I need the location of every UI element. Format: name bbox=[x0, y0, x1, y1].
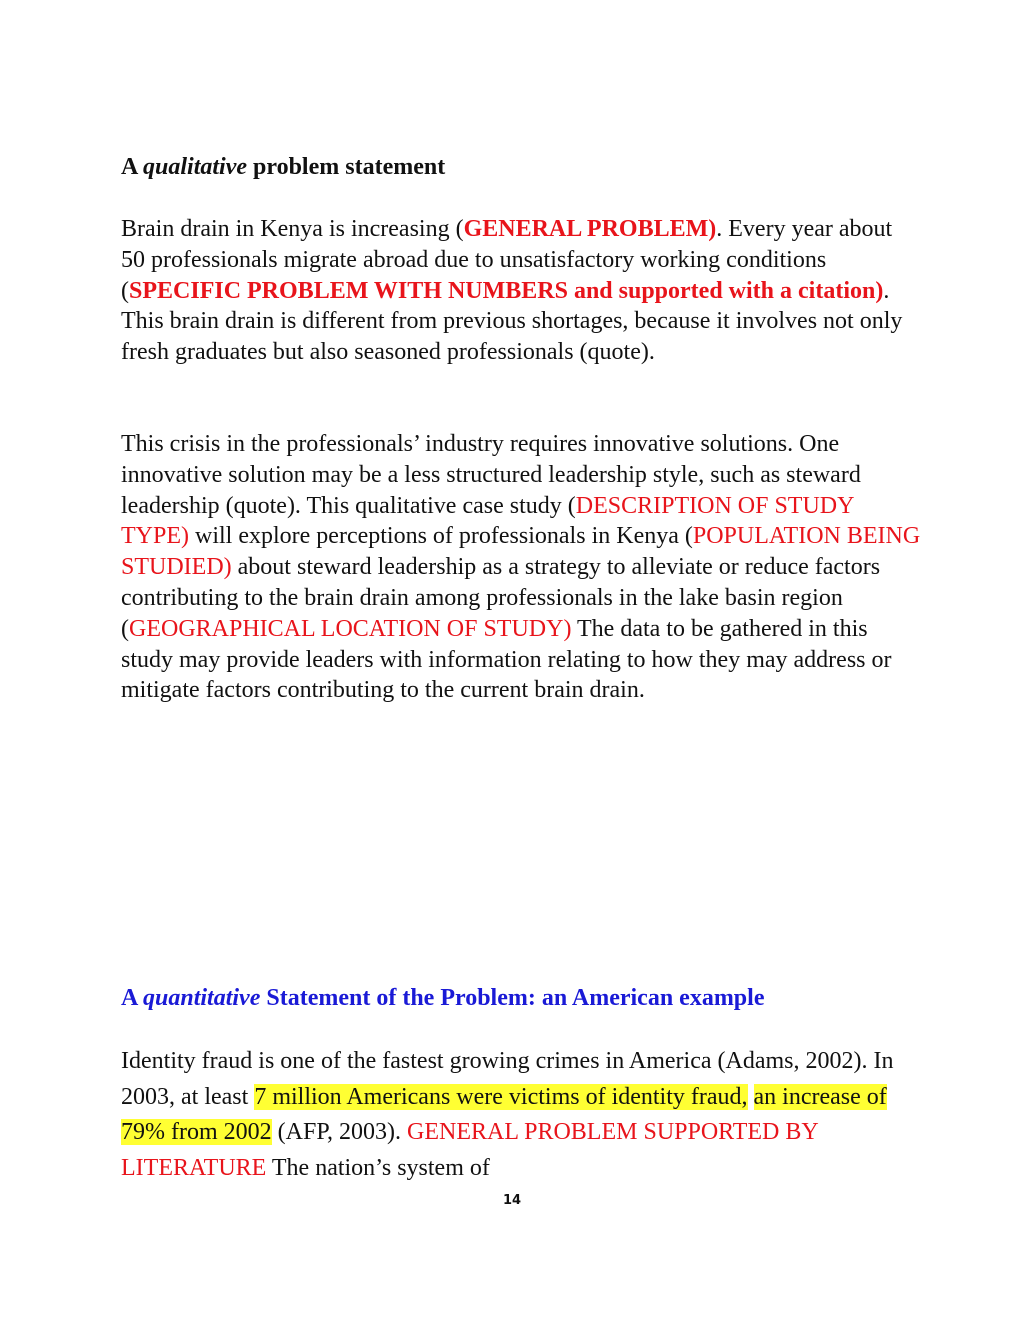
study-type-label: DESCRIPTION OF STUDY TYPE) bbox=[121, 492, 854, 550]
heading-prefix: A bbox=[121, 154, 144, 180]
text-run: The data to be gathered in this study may provide leaders with information relating to how they may address or mitigate factors contributing to the current brain drain. bbox=[121, 615, 892, 704]
text-run: will explore perceptions of professionals in Kenya ( bbox=[189, 523, 693, 550]
heading-suffix: Statement of the Problem: an American example bbox=[260, 985, 765, 1011]
highlighted-increase: an increase of 79% from 2002 bbox=[121, 1083, 887, 1145]
general-problem-label: GENERAL PROBLEM) bbox=[463, 216, 717, 242]
text-run bbox=[748, 1084, 754, 1110]
general-problem-literature-label: GENERAL PROBLEM SUPPORTED BY LITERATURE bbox=[121, 1119, 818, 1181]
text-run: The nation’s system of bbox=[266, 1154, 490, 1181]
specific-problem-label: SPECIFIC PROBLEM WITH NUMBERS and supported with a citation) bbox=[129, 277, 884, 304]
heading-prefix: A bbox=[121, 985, 144, 1011]
text-run: about steward leadership as a strategy to alleviate or reduce factors contributing to the brain drain among professionals in the lake basin region ( bbox=[121, 554, 881, 642]
text-run: (AFP, 2003). bbox=[271, 1119, 408, 1145]
heading-emphasis: quantitative bbox=[143, 985, 261, 1011]
text-run: This crisis in the professionals’ industry requires innovative solutions. One innovative solution may be a less structured leadership style, such as steward leadership (quote). This qualitative case study ( bbox=[121, 431, 861, 519]
text-run: . This brain drain is different from previous shortages, because it involves not only fresh graduates but also seasoned professionals (quote). bbox=[121, 277, 903, 366]
text-run: Identity fraud is one of the fastest growing crimes in America (Adams, 2002). In 2003, at least bbox=[121, 1048, 894, 1110]
heading-emphasis: qualitative bbox=[143, 154, 248, 180]
population-label: POPULATION BEING STUDIED) bbox=[121, 523, 921, 581]
qualitative-heading bbox=[121, 152, 921, 182]
qualitative-paragraph-2 bbox=[121, 429, 921, 706]
quantitative-paragraph bbox=[121, 1044, 921, 1186]
heading-suffix: problem statement bbox=[247, 154, 446, 180]
highlighted-statistic: 7 million Americans were victims of identity fraud, bbox=[254, 1083, 748, 1110]
qualitative-paragraph-1 bbox=[121, 214, 921, 368]
location-label: GEOGRAPHICAL LOCATION OF STUDY) bbox=[129, 615, 572, 642]
page-number: 14 bbox=[502, 1193, 522, 1208]
quantitative-heading bbox=[121, 983, 921, 1013]
text-run: . Every year about 50 professionals migrate abroad due to unsatisfactory working conditions ( bbox=[121, 216, 893, 304]
text-run: Brain drain in Kenya is increasing ( bbox=[121, 216, 464, 242]
